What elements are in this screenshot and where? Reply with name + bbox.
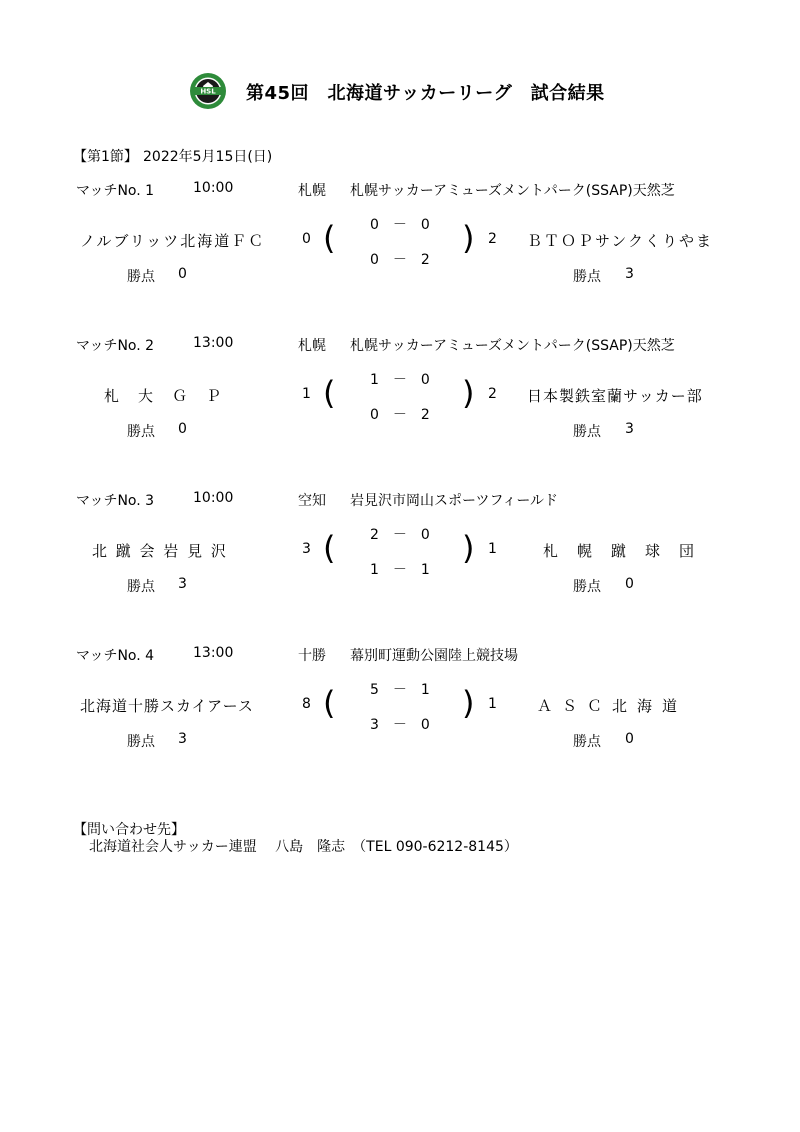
close-bracket: ) bbox=[462, 374, 475, 412]
home-team: 札 大 Ｇ Ｐ bbox=[104, 387, 224, 405]
home-points-label: 勝点 bbox=[127, 269, 155, 285]
open-bracket: ( bbox=[323, 219, 336, 257]
away-team: ＡＳＣ北海道 bbox=[537, 697, 688, 715]
second-half-score: 0 － 2 bbox=[370, 407, 430, 423]
away-team: 日本製鉄室蘭サッカー部 bbox=[527, 387, 703, 405]
open-bracket: ( bbox=[323, 374, 336, 412]
home-points: 3 bbox=[178, 576, 187, 592]
first-half-score: 5 － 1 bbox=[370, 682, 430, 698]
page-title: 第45回 北海道サッカーリーグ 試合結果 bbox=[246, 83, 605, 104]
home-points: 3 bbox=[178, 731, 187, 747]
match-city: 札幌 bbox=[298, 183, 326, 199]
away-team: ＢＴＯＰサンクくりやま bbox=[527, 232, 713, 250]
away-points-label: 勝点 bbox=[573, 424, 601, 440]
home-score: 8 bbox=[302, 696, 311, 712]
second-half-score: 0 － 2 bbox=[370, 252, 430, 268]
hsl-logo bbox=[189, 72, 227, 110]
match-time: 10:00 bbox=[193, 490, 234, 506]
home-points-label: 勝点 bbox=[127, 734, 155, 750]
away-points: 3 bbox=[625, 421, 634, 437]
match-number: マッチNo. 3 bbox=[76, 493, 155, 509]
match-venue: 札幌サッカーアミューズメントパーク(SSAP)天然芝 bbox=[350, 183, 675, 199]
open-bracket: ( bbox=[323, 684, 336, 722]
away-points-label: 勝点 bbox=[573, 579, 601, 595]
home-score: 1 bbox=[302, 386, 311, 402]
close-bracket: ) bbox=[462, 684, 475, 722]
away-score: 2 bbox=[488, 386, 497, 402]
away-points: 0 bbox=[625, 731, 634, 747]
home-team: 北 蹴 会 岩 見 沢 bbox=[92, 542, 228, 560]
home-score: 0 bbox=[302, 231, 311, 247]
open-bracket: ( bbox=[323, 529, 336, 567]
home-points-label: 勝点 bbox=[127, 579, 155, 595]
first-half-score: 0 － 0 bbox=[370, 217, 430, 233]
close-bracket: ) bbox=[462, 219, 475, 257]
contact-heading: 【問い合わせ先】 bbox=[73, 822, 185, 838]
match-time: 10:00 bbox=[193, 180, 234, 196]
away-points: 0 bbox=[625, 576, 634, 592]
match-number: マッチNo. 2 bbox=[76, 338, 155, 354]
match-time: 13:00 bbox=[193, 335, 234, 351]
home-team: 北海道十勝スカイアース bbox=[80, 697, 254, 715]
away-score: 1 bbox=[488, 541, 497, 557]
close-bracket: ) bbox=[462, 529, 475, 567]
home-points: 0 bbox=[178, 421, 187, 437]
match-date: 2022年5月15日(日) bbox=[143, 149, 273, 165]
match-number: マッチNo. 1 bbox=[76, 183, 155, 199]
away-score: 1 bbox=[488, 696, 497, 712]
match-venue: 岩見沢市岡山スポーツフィールド bbox=[350, 493, 559, 509]
home-points-label: 勝点 bbox=[127, 424, 155, 440]
match-venue: 幕別町運動公園陸上競技場 bbox=[350, 648, 518, 664]
away-points-label: 勝点 bbox=[573, 269, 601, 285]
second-half-score: 1 － 1 bbox=[370, 562, 430, 578]
away-points: 3 bbox=[625, 266, 634, 282]
home-score: 3 bbox=[302, 541, 311, 557]
svg-text:HSL: HSL bbox=[200, 87, 216, 96]
match-number: マッチNo. 4 bbox=[76, 648, 155, 664]
match-city: 空知 bbox=[298, 493, 326, 509]
round-heading: 【第1節】 bbox=[73, 149, 138, 165]
home-points: 0 bbox=[178, 266, 187, 282]
away-points-label: 勝点 bbox=[573, 734, 601, 750]
away-team: 札 幌 蹴 球 団 bbox=[543, 542, 697, 560]
contact-line: 北海道社会人サッカー連盟 八島 隆志 （TEL 090-6212-8145） bbox=[89, 839, 518, 855]
home-team: ノルブリッツ北海道ＦＣ bbox=[80, 232, 266, 250]
away-score: 2 bbox=[488, 231, 497, 247]
match-time: 13:00 bbox=[193, 645, 234, 661]
match-venue: 札幌サッカーアミューズメントパーク(SSAP)天然芝 bbox=[350, 338, 675, 354]
match-city: 札幌 bbox=[298, 338, 326, 354]
second-half-score: 3 － 0 bbox=[370, 717, 430, 733]
first-half-score: 1 － 0 bbox=[370, 372, 430, 388]
first-half-score: 2 － 0 bbox=[370, 527, 430, 543]
match-city: 十勝 bbox=[298, 648, 326, 664]
